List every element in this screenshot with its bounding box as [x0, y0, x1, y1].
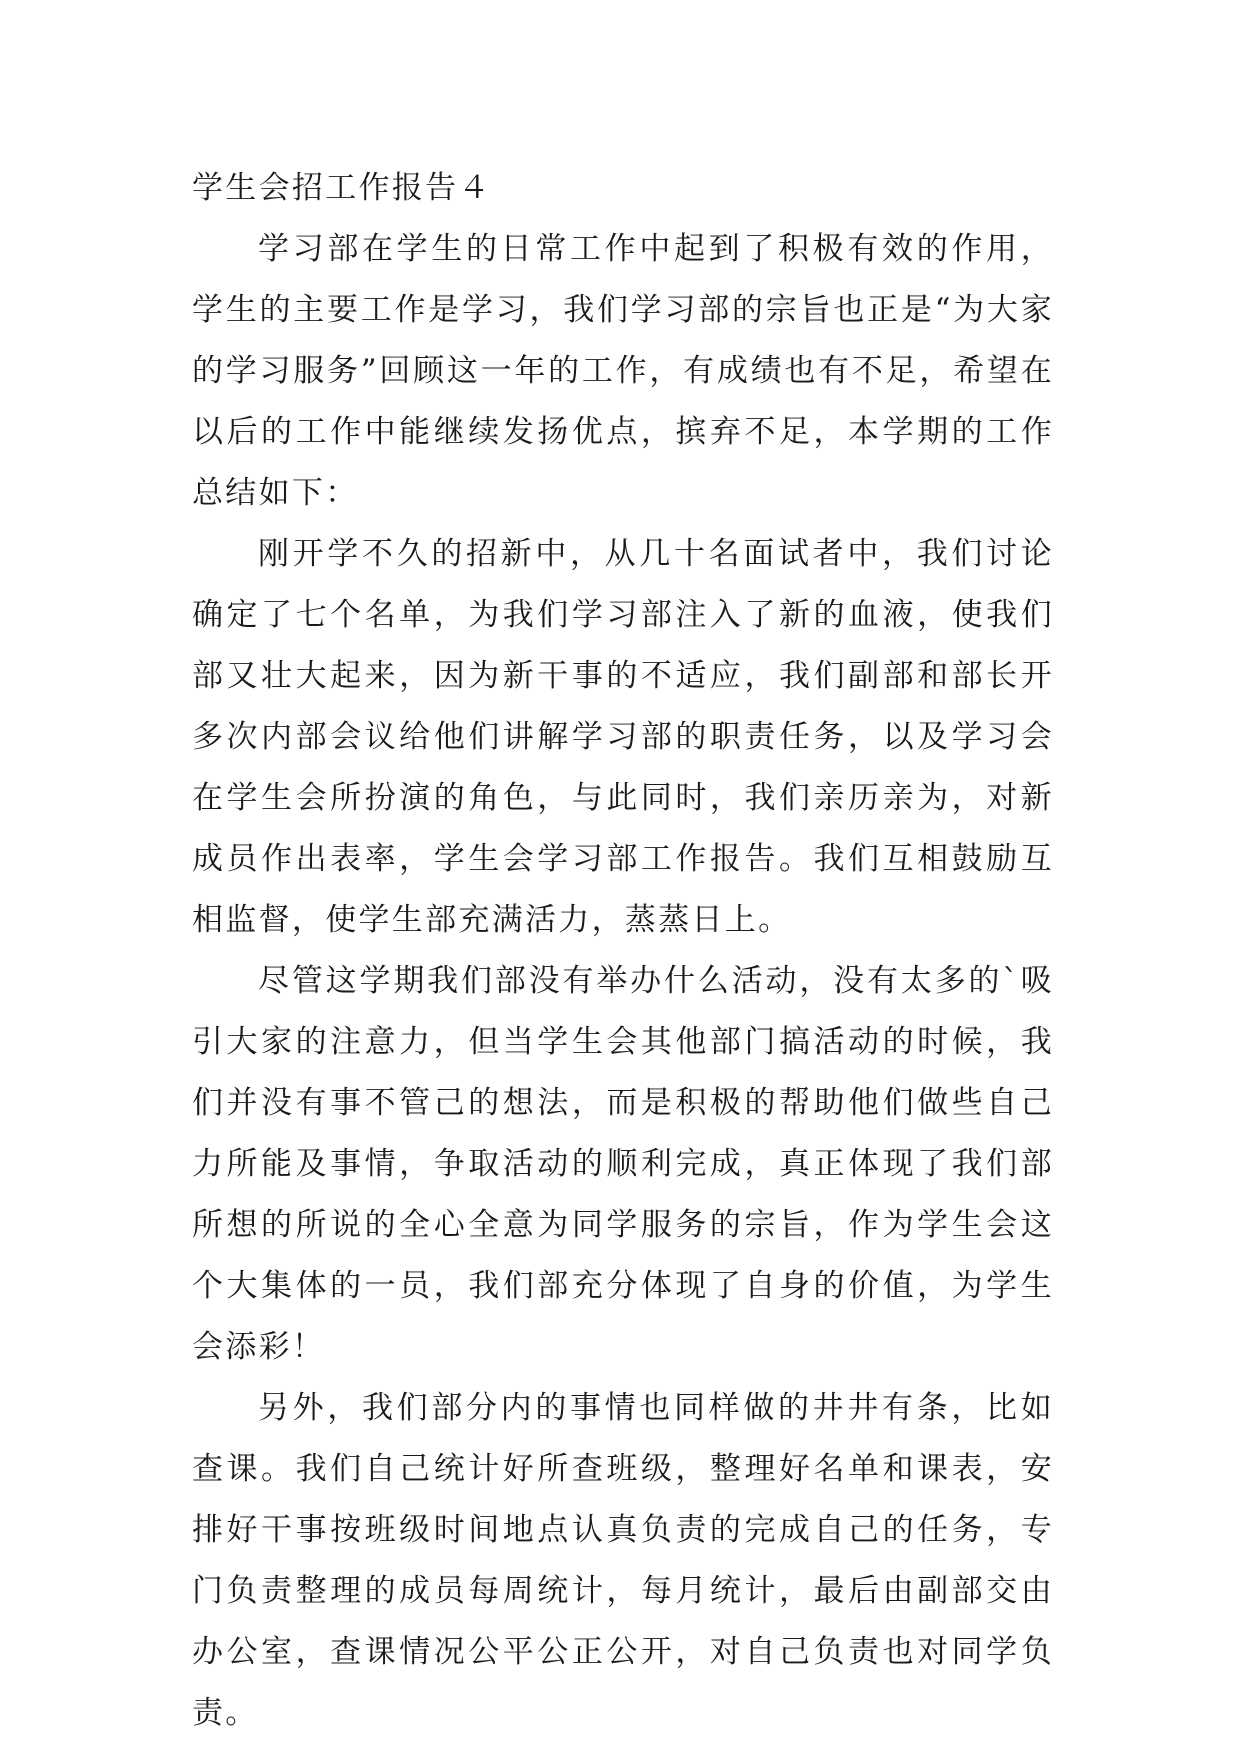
- paragraph-1: 学习部在学生的日常工作中起到了积极有效的作用，学生的主要工作是学习，我们学习部的宗旨也正是“为大家的学习服务”回顾这一年的工作，有成绩也有不足，希望在以后的工作中能继续发扬优点，摈弃不足，本学期的工作总结如下：: [192, 231, 1054, 511]
- paragraph-3: 尽管这学期我们部没有举办什么活动，没有太多的`吸引大家的注意力，但当学生会其他部门搞活动的时候，我们并没有事不管己的想法，而是积极的帮助他们做些自己力所能及事情，争取活动的顺利完成，真正体现了我们部所想的所说的全心全意为同学服务的宗旨，作为学生会这个大集体的一员，我们部充分体现了自身的价值，为学生会添彩！: [192, 963, 1054, 1365]
- paragraph-4: 另外，我们部分内的事情也同样做的井井有条，比如查课。我们自己统计好所查班级，整理好名单和课表，安排好干事按班级时间地点认真负责的完成自己的任务，专门负责整理的成员每周统计，每月统计，最后由副部交由办公室，查课情况公平公正公开，对自己负责也对同学负责。: [192, 1390, 1054, 1731]
- paragraph-2: 刚开学不久的招新中，从几十名面试者中，我们讨论确定了七个名单，为我们学习部注入了新的血液，使我们部又壮大起来，因为新干事的不适应，我们副部和部长开多次内部会议给他们讲解学习部的职责任务，以及学习会在学生会所扮演的角色，与此同时，我们亲历亲为，对新成员作出表率，学生会学习部工作报告。我们互相鼓励互相监督，使学生部充满活力，蒸蒸日上。: [192, 536, 1054, 938]
- document-body: [192, 158, 1054, 1744]
- document-title: 学生会招工作报告４: [192, 170, 492, 206]
